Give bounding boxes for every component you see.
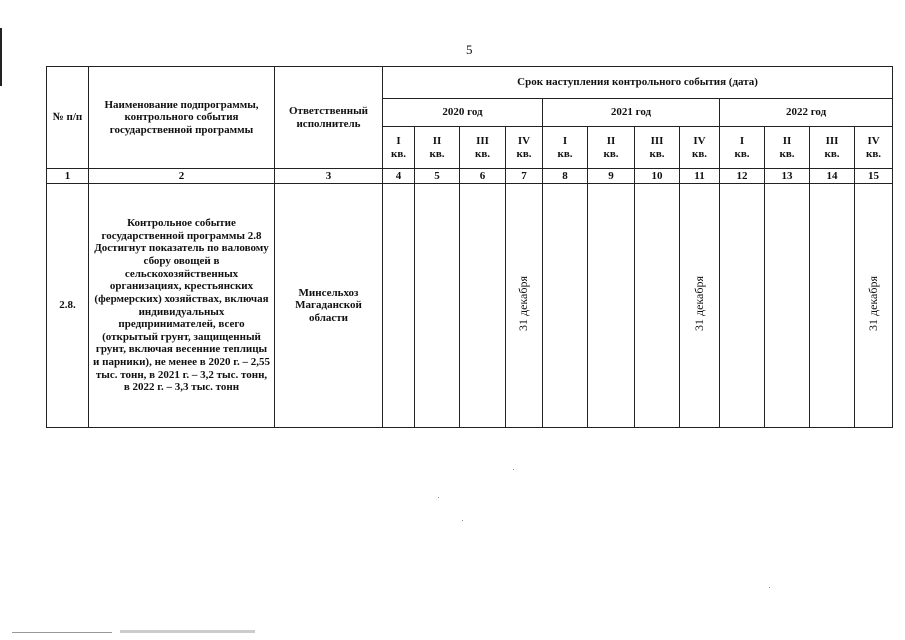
header-year-2022: 2022 год — [720, 99, 893, 127]
column-number: 8 — [543, 169, 588, 184]
column-number: 2 — [89, 169, 275, 184]
header-year-2020: 2020 год — [383, 99, 543, 127]
column-number: 14 — [810, 169, 855, 184]
responsible-executor: Минсельхоз Магаданской области — [275, 184, 383, 428]
quarter-header: II кв. — [765, 127, 810, 169]
column-number: 4 — [383, 169, 415, 184]
page-number: 5 — [466, 42, 473, 57]
quarter-header: II кв. — [588, 127, 635, 169]
date-cell — [588, 184, 635, 428]
date-cell — [460, 184, 506, 428]
quarter-header: I кв. — [543, 127, 588, 169]
date-cell: 31 декабря — [680, 184, 720, 428]
date-cell: 31 декабря — [855, 184, 893, 428]
header-year-2021: 2021 год — [543, 99, 720, 127]
control-events-table — [46, 66, 893, 428]
column-number: 9 — [588, 169, 635, 184]
event-description: Контрольное событие государственной программы 2.8 Достигнут показатель по валовому сбору овощей в сельскохозяйственных организациях, крестьянских (фермерских) хозяйствах, включая индивидуальных предпринимателей, всего (открытый грунт, защищенный грунт, включая весенние теплицы и парники), не менее в 2020 г. – 2,55 тыс. тонн, в 2021 г. – 3,2 тыс. тонн, в 2022 г. – 3,3 тыс. тонн — [89, 184, 275, 428]
quarter-header: IV кв. — [680, 127, 720, 169]
column-number: 7 — [506, 169, 543, 184]
column-number: 11 — [680, 169, 720, 184]
quarter-header: I кв. — [383, 127, 415, 169]
quarter-header: III кв. — [810, 127, 855, 169]
date-cell — [810, 184, 855, 428]
header-deadline: Срок наступления контрольного события (дата) — [383, 67, 893, 99]
date-cell — [543, 184, 588, 428]
scan-speck — [462, 520, 463, 521]
date-cell: 31 декабря — [506, 184, 543, 428]
date-cell — [635, 184, 680, 428]
footer-line — [12, 632, 112, 633]
quarter-header: IV кв. — [855, 127, 893, 169]
quarter-header: III кв. — [460, 127, 506, 169]
column-number: 12 — [720, 169, 765, 184]
header-name: Наименование подпрограммы, контрольного события государственной программы — [89, 67, 275, 169]
row-number: 2.8. — [47, 184, 89, 428]
header-row-1 — [47, 67, 893, 99]
footer-smudge — [120, 630, 255, 633]
quarter-header: I кв. — [720, 127, 765, 169]
column-number-row — [47, 169, 893, 184]
table-row — [47, 184, 893, 428]
column-number: 5 — [415, 169, 460, 184]
column-number: 6 — [460, 169, 506, 184]
header-num: № п/п — [47, 67, 89, 169]
date-cell — [415, 184, 460, 428]
scan-speck — [438, 497, 439, 498]
column-number: 1 — [47, 169, 89, 184]
date-cell — [765, 184, 810, 428]
scan-speck — [513, 469, 514, 470]
column-number: 3 — [275, 169, 383, 184]
scan-speck — [769, 587, 770, 588]
quarter-header: III кв. — [635, 127, 680, 169]
quarter-header: IV кв. — [506, 127, 543, 169]
column-number: 15 — [855, 169, 893, 184]
scan-edge — [0, 28, 2, 86]
quarter-header: II кв. — [415, 127, 460, 169]
date-cell — [720, 184, 765, 428]
date-cell — [383, 184, 415, 428]
column-number: 10 — [635, 169, 680, 184]
column-number: 13 — [765, 169, 810, 184]
header-responsible: Ответственный исполнитель — [275, 67, 383, 169]
